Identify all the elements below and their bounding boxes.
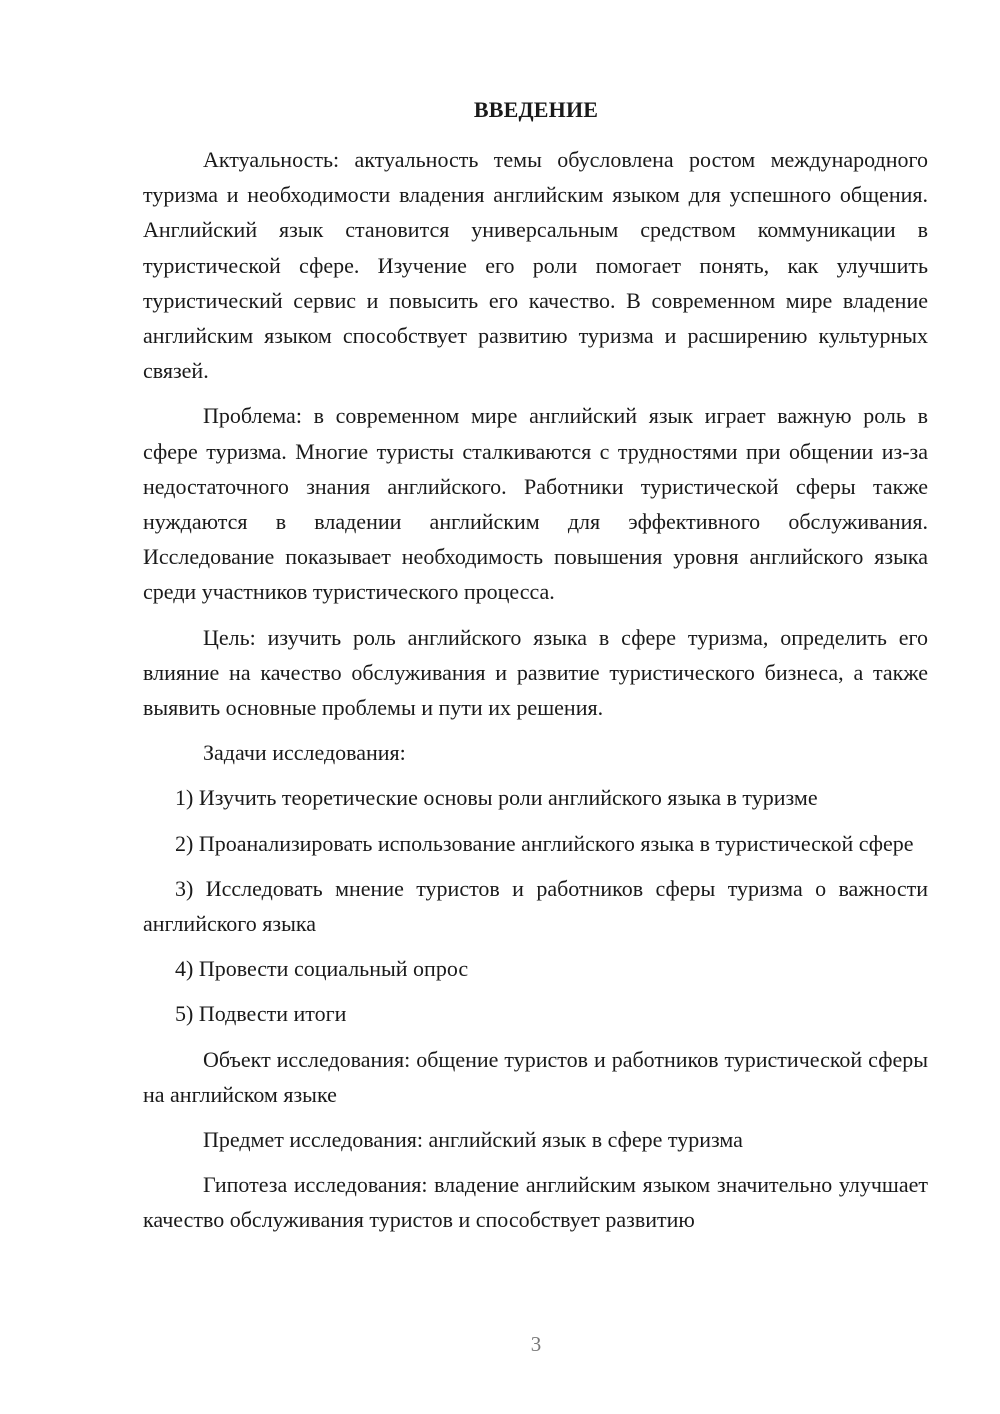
page-title: ВВЕДЕНИЕ (473, 97, 599, 122)
paragraph-tasks-heading: Задачи исследования: (203, 740, 406, 766)
task-item-1: 1) Изучить теоретические основы роли английского языка в туризме (175, 785, 818, 811)
paragraph-subject: Предмет исследования: английский язык в сфере туризма (203, 1127, 743, 1153)
task-item-2: 2) Проанализировать использование английского языка в туристической сфере (175, 830, 914, 856)
task-item-4: 4) Провести социальный опрос (175, 956, 469, 982)
paragraph-relevance: Актуальность: актуальность темы обусловлена ростом международного туризма и необходимости владения английским языком для успешного общения. Английский язык становится универсальным средством коммуникации в туристической сфере. Изучение его роли помогает понять, как улучшить туристический сервис и повысить его качество. В современном мире владение английским языком способствует развитию туризма и расширению культурных связей. (143, 147, 928, 384)
task-item-3: 3) Исследовать мнение туристов и работников сферы туризма о важности английского языка (143, 875, 928, 937)
document-body (143, 142, 928, 1238)
paragraph-goal: Цель: изучить роль английского языка в сфере туризма, определить его влияние на качество обслуживания и развитие туристического бизнеса, а также выявить основные проблемы и пути их решения. (143, 624, 928, 721)
paragraph-object: Объект исследования: общение туристов и работников туристической сферы на английском языке (143, 1046, 928, 1107)
paragraph-hypothesis: Гипотеза исследования: владение английским языком значительно улучшает качество обслуживания туристов и способствует развитию (143, 1172, 928, 1233)
paragraph-problem: Проблема: в современном мире английский язык играет важную роль в сфере туризма. Многие туристы сталкиваются с трудностями при общении из-за недостаточного знания английского. Работники туристической сферы также нуждаются в владении английским для эффективного обслуживания. Исследование показывает необходимость повышения уровня английского языка среди участников туристического процесса. (143, 403, 928, 605)
page-number: 3 (530, 1332, 542, 1356)
task-item-5: 5) Подвести итоги (175, 1001, 347, 1027)
